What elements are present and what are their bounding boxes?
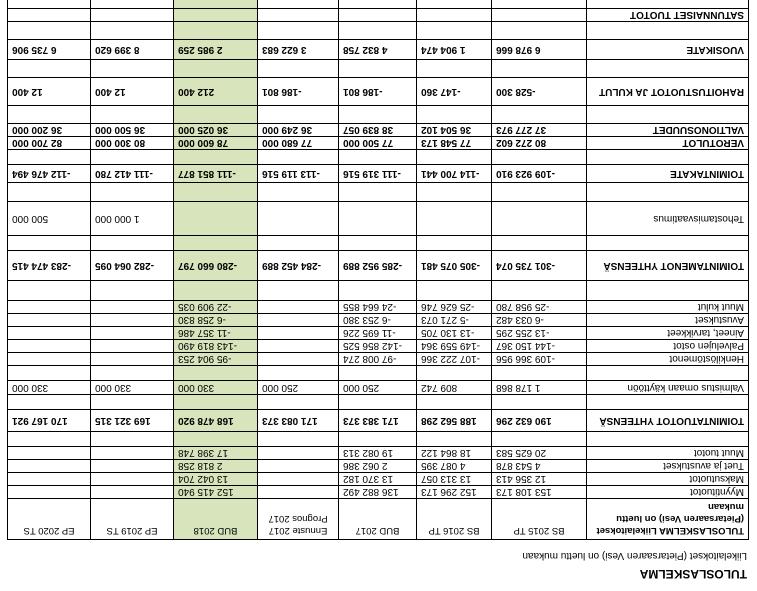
value-cell [91, 183, 174, 202]
value-cell: 4 543 878 [492, 460, 587, 473]
value-cell: 1 178 868 [492, 381, 587, 395]
value-cell: -6 033 482 [492, 314, 587, 327]
value-cell: -282 064 095 [91, 251, 174, 281]
value-cell [339, 106, 417, 124]
value-cell-highlighted [174, 366, 258, 381]
value-cell-highlighted [174, 106, 258, 124]
value-cell [8, 183, 91, 202]
value-cell [258, 486, 339, 499]
value-cell: -109 923 910 [492, 165, 587, 183]
row-label [587, 106, 749, 124]
value-cell [8, 22, 91, 40]
value-cell [91, 9, 174, 22]
table-row [8, 340, 749, 353]
value-cell [258, 366, 339, 381]
value-cell [258, 460, 339, 473]
value-cell: -528 300 [492, 78, 587, 106]
row-label [587, 0, 749, 9]
value-cell: 80 300 000 [91, 137, 174, 150]
table-row [8, 460, 749, 473]
value-cell: 12 400 [8, 78, 91, 106]
value-cell: 170 167 921 [8, 410, 91, 432]
row-label [587, 395, 749, 410]
table-row [8, 353, 749, 366]
value-cell [91, 340, 174, 353]
value-cell: 38 839 057 [339, 124, 417, 137]
row-label: TOIMINTAKATE [587, 165, 749, 183]
value-cell: 250 000 [258, 381, 339, 395]
value-cell: 188 562 298 [417, 410, 492, 432]
value-cell [8, 432, 91, 447]
value-cell: -11 695 226 [339, 327, 417, 340]
value-cell [91, 150, 174, 165]
value-cell [91, 0, 174, 9]
row-label: RAHOITUSTUOTOT JA KULUT [587, 78, 749, 106]
row-label [587, 281, 749, 301]
table-row [8, 366, 749, 381]
value-cell-highlighted: 168 478 920 [174, 410, 258, 432]
value-cell [339, 366, 417, 381]
value-cell: 82 700 000 [8, 137, 91, 150]
value-cell-highlighted: -6 258 830 [174, 314, 258, 327]
value-cell: -111 319 516 [339, 165, 417, 183]
value-cell: -113 119 516 [258, 165, 339, 183]
row-label: VEROTULOT [587, 137, 749, 150]
value-cell [417, 183, 492, 202]
table-row [8, 410, 749, 432]
value-cell-highlighted: 152 415 940 [174, 486, 258, 499]
value-cell [8, 60, 91, 78]
value-cell-highlighted [174, 150, 258, 165]
value-cell: 36 500 000 [91, 124, 174, 137]
value-cell: -142 856 525 [339, 340, 417, 353]
value-cell: -186 801 [258, 78, 339, 106]
value-cell [258, 395, 339, 410]
value-cell [8, 447, 91, 460]
value-cell-highlighted: 330 000 [174, 381, 258, 395]
row-label [587, 22, 749, 40]
value-cell: 77 680 000 [258, 137, 339, 150]
value-cell [91, 447, 174, 460]
value-cell: -6 253 380 [339, 314, 417, 327]
value-cell: 37 277 973 [492, 124, 587, 137]
value-cell [258, 447, 339, 460]
value-cell [339, 22, 417, 40]
value-cell: -107 222 366 [417, 353, 492, 366]
table-row [8, 78, 749, 106]
value-cell: -112 476 494 [8, 165, 91, 183]
value-cell [339, 395, 417, 410]
value-cell [339, 202, 417, 236]
value-cell [91, 432, 174, 447]
table-header-row [8, 499, 749, 540]
value-cell [258, 314, 339, 327]
value-cell [258, 236, 339, 251]
value-cell: 8 399 620 [91, 40, 174, 60]
value-cell-highlighted [174, 395, 258, 410]
value-cell [258, 202, 339, 236]
value-cell [417, 366, 492, 381]
value-cell [492, 395, 587, 410]
table-row [8, 9, 749, 22]
value-cell-highlighted [174, 22, 258, 40]
value-cell [339, 150, 417, 165]
table-body [8, 0, 749, 499]
value-cell-highlighted: -280 660 797 [174, 251, 258, 281]
value-cell [492, 366, 587, 381]
table-row [8, 314, 749, 327]
value-cell [91, 486, 174, 499]
value-cell-highlighted: -143 819 490 [174, 340, 258, 353]
value-cell [91, 106, 174, 124]
value-cell [339, 281, 417, 301]
table-row [8, 486, 749, 499]
value-cell-highlighted: -11 357 486 [174, 327, 258, 340]
row-label: SATUNNAISET TUOTOT [587, 9, 749, 22]
value-cell [492, 432, 587, 447]
value-cell-highlighted: -22 909 035 [174, 301, 258, 314]
value-cell [8, 0, 91, 9]
value-cell [91, 314, 174, 327]
value-cell: 13 313 057 [417, 473, 492, 486]
value-cell [91, 366, 174, 381]
value-cell [91, 301, 174, 314]
value-cell: -144 150 367 [492, 340, 587, 353]
value-cell [339, 0, 417, 9]
value-cell: -283 474 415 [8, 251, 91, 281]
table-row [8, 124, 749, 137]
row-label: VUOSIKATE [587, 40, 749, 60]
value-cell [8, 395, 91, 410]
value-cell: 80 272 602 [492, 137, 587, 150]
value-cell [492, 202, 587, 236]
value-cell [91, 60, 174, 78]
table-row [8, 447, 749, 460]
value-cell [417, 60, 492, 78]
value-cell [417, 9, 492, 22]
value-cell [258, 0, 339, 9]
value-cell [8, 301, 91, 314]
value-cell [417, 0, 492, 9]
value-cell [91, 395, 174, 410]
value-cell [8, 314, 91, 327]
value-cell: 250 000 [339, 381, 417, 395]
value-cell [258, 340, 339, 353]
value-cell-highlighted: 17 398 748 [174, 447, 258, 460]
value-cell: -301 735 074 [492, 251, 587, 281]
value-cell: -13 130 705 [417, 327, 492, 340]
value-cell-highlighted: 212 400 [174, 78, 258, 106]
table-row [8, 137, 749, 150]
value-cell: 6 735 906 [8, 40, 91, 60]
value-cell [492, 60, 587, 78]
value-cell [339, 432, 417, 447]
value-cell [258, 106, 339, 124]
row-label: TOIMINTAMENOT YHTEENSÄ [587, 251, 749, 281]
column-header: Ennuste 2017 Prognos 2017 [258, 499, 339, 540]
value-cell [258, 432, 339, 447]
row-label: Aineet, tarvikkeet [587, 327, 749, 340]
table-row [8, 395, 749, 410]
row-label [587, 432, 749, 447]
value-cell [492, 183, 587, 202]
value-cell [91, 460, 174, 473]
value-cell [339, 183, 417, 202]
column-header: BS 2015 TP [492, 499, 587, 540]
table-row [8, 183, 749, 202]
value-cell-highlighted: 2 818 258 [174, 460, 258, 473]
value-cell [417, 395, 492, 410]
table-row [8, 432, 749, 447]
row-label: TOIMINTATUOTOT YHTEENSÄ [587, 410, 749, 432]
document-subtitle: Liikelaitokset (Pietarsaaren Vesi) on luettu mukaan [522, 550, 747, 561]
value-cell: 12 356 413 [492, 473, 587, 486]
row-label: Muut kulut [587, 301, 749, 314]
table-row [8, 40, 749, 60]
column-header: EP 2020 TS [8, 499, 91, 540]
value-cell [8, 9, 91, 22]
value-cell: -109 366 956 [492, 353, 587, 366]
table-row [8, 150, 749, 165]
value-cell: 20 625 583 [492, 447, 587, 460]
value-cell [492, 281, 587, 301]
value-cell: 500 000 [8, 202, 91, 236]
value-cell [91, 236, 174, 251]
value-cell-highlighted [174, 432, 258, 447]
row-label: Tehostamisvaatimus [587, 202, 749, 236]
value-cell [492, 22, 587, 40]
table-row [8, 381, 749, 395]
value-cell: 169 321 315 [91, 410, 174, 432]
value-cell: 19 082 313 [339, 447, 417, 460]
value-cell: 36 504 102 [417, 124, 492, 137]
row-label: Palvelujen ostot [587, 340, 749, 353]
value-cell-highlighted [174, 60, 258, 78]
value-cell: -149 559 364 [417, 340, 492, 353]
value-cell: 77 500 000 [339, 137, 417, 150]
value-cell [258, 9, 339, 22]
row-label [587, 183, 749, 202]
value-cell: 6 978 666 [492, 40, 587, 60]
row-label: Avustukset [587, 314, 749, 327]
value-cell: -24 664 855 [339, 301, 417, 314]
value-cell [417, 106, 492, 124]
table-row [8, 60, 749, 78]
value-cell [258, 150, 339, 165]
value-cell-highlighted [174, 0, 258, 9]
row-label: Valmistus omaan käyttöön [587, 381, 749, 395]
value-cell [91, 473, 174, 486]
column-header-highlighted: BUD 2018 [174, 499, 258, 540]
value-cell: 152 296 173 [417, 486, 492, 499]
value-cell: -284 452 889 [258, 251, 339, 281]
value-cell: 190 632 296 [492, 410, 587, 432]
value-cell [258, 22, 339, 40]
value-cell [8, 486, 91, 499]
value-cell: 153 108 173 [492, 486, 587, 499]
value-cell-highlighted: 36 025 000 [174, 124, 258, 137]
value-cell [91, 327, 174, 340]
value-cell: 4 087 395 [417, 460, 492, 473]
value-cell: 4 832 758 [339, 40, 417, 60]
row-label [587, 60, 749, 78]
value-cell: -13 255 295 [492, 327, 587, 340]
value-cell [492, 0, 587, 9]
table-row [8, 301, 749, 314]
value-cell-highlighted: 13 042 704 [174, 473, 258, 486]
value-cell: 1 000 000 [91, 202, 174, 236]
table-row [8, 236, 749, 251]
row-label: Myyntituotot [587, 486, 749, 499]
value-cell: 12 400 [91, 78, 174, 106]
value-cell [8, 340, 91, 353]
table-row [8, 202, 749, 236]
value-cell [91, 353, 174, 366]
value-cell: 136 882 492 [339, 486, 417, 499]
value-cell: 809 742 [417, 381, 492, 395]
table-row [8, 251, 749, 281]
value-cell: 1 904 474 [417, 40, 492, 60]
income-statement-table [7, 0, 749, 540]
value-cell [258, 473, 339, 486]
row-label: VALTIONOSUUDET [587, 124, 749, 137]
value-cell [417, 150, 492, 165]
value-cell [258, 60, 339, 78]
value-cell-highlighted [174, 9, 258, 22]
value-cell: 77 548 173 [417, 137, 492, 150]
table-row [8, 165, 749, 183]
value-cell: 171 383 373 [339, 410, 417, 432]
value-cell: -25 958 780 [492, 301, 587, 314]
table-row [8, 473, 749, 486]
table-row [8, 106, 749, 124]
value-cell [417, 202, 492, 236]
value-cell [339, 60, 417, 78]
row-label: Maksutuotot [587, 473, 749, 486]
table-row [8, 22, 749, 40]
header-label: TULOSLASKELMA Liikelaitokset (Pietarsaaren Vesi) on luettu mukaan [587, 499, 749, 540]
row-label: Muut tuotot [587, 447, 749, 460]
value-cell [492, 236, 587, 251]
value-cell [492, 106, 587, 124]
value-cell: 171 083 373 [258, 410, 339, 432]
value-cell [8, 366, 91, 381]
value-cell: -25 626 746 [417, 301, 492, 314]
value-cell: -147 360 [417, 78, 492, 106]
row-label [587, 366, 749, 381]
value-cell: -97 008 274 [339, 353, 417, 366]
value-cell-highlighted [174, 183, 258, 202]
value-cell [8, 327, 91, 340]
value-cell-highlighted: -111 851 877 [174, 165, 258, 183]
column-header: EP 2019 TS [91, 499, 174, 540]
value-cell: 36 200 000 [8, 124, 91, 137]
value-cell [258, 183, 339, 202]
value-cell: 13 370 182 [339, 473, 417, 486]
value-cell [417, 236, 492, 251]
value-cell [417, 281, 492, 301]
value-cell [492, 9, 587, 22]
value-cell-highlighted [174, 202, 258, 236]
value-cell: 330 000 [8, 381, 91, 395]
column-header: BUD 2017 [339, 499, 417, 540]
value-cell [8, 236, 91, 251]
value-cell [8, 281, 91, 301]
value-cell [417, 432, 492, 447]
value-cell [417, 22, 492, 40]
row-label: Tuet ja avustukset [587, 460, 749, 473]
value-cell [91, 22, 174, 40]
value-cell [258, 353, 339, 366]
row-label [587, 236, 749, 251]
column-header: BS 2016 TP [417, 499, 492, 540]
value-cell: 2 062 386 [339, 460, 417, 473]
value-cell: -285 952 889 [339, 251, 417, 281]
row-label: Henkilöstömenot [587, 353, 749, 366]
value-cell-highlighted [174, 281, 258, 301]
value-cell [8, 150, 91, 165]
value-cell: -5 271 073 [417, 314, 492, 327]
value-cell: -186 801 [339, 78, 417, 106]
value-cell: -111 412 780 [91, 165, 174, 183]
value-cell [258, 281, 339, 301]
document-title: TULOSLASKELMA [639, 567, 747, 581]
value-cell-highlighted: 78 600 000 [174, 137, 258, 150]
value-cell [8, 353, 91, 366]
value-cell-highlighted [174, 236, 258, 251]
value-cell [8, 473, 91, 486]
value-cell [258, 301, 339, 314]
value-cell-highlighted: -95 904 253 [174, 353, 258, 366]
value-cell: 330 000 [91, 381, 174, 395]
row-label [587, 150, 749, 165]
value-cell [258, 327, 339, 340]
value-cell [8, 460, 91, 473]
value-cell: 18 864 122 [417, 447, 492, 460]
value-cell: -114 700 441 [417, 165, 492, 183]
value-cell [492, 150, 587, 165]
table-row [8, 281, 749, 301]
value-cell [339, 9, 417, 22]
table-row [8, 0, 749, 9]
value-cell [91, 281, 174, 301]
value-cell: 3 622 683 [258, 40, 339, 60]
table-row [8, 327, 749, 340]
value-cell [8, 106, 91, 124]
value-cell: -305 075 481 [417, 251, 492, 281]
value-cell: 36 249 000 [258, 124, 339, 137]
value-cell-highlighted: 2 985 259 [174, 40, 258, 60]
value-cell [339, 236, 417, 251]
